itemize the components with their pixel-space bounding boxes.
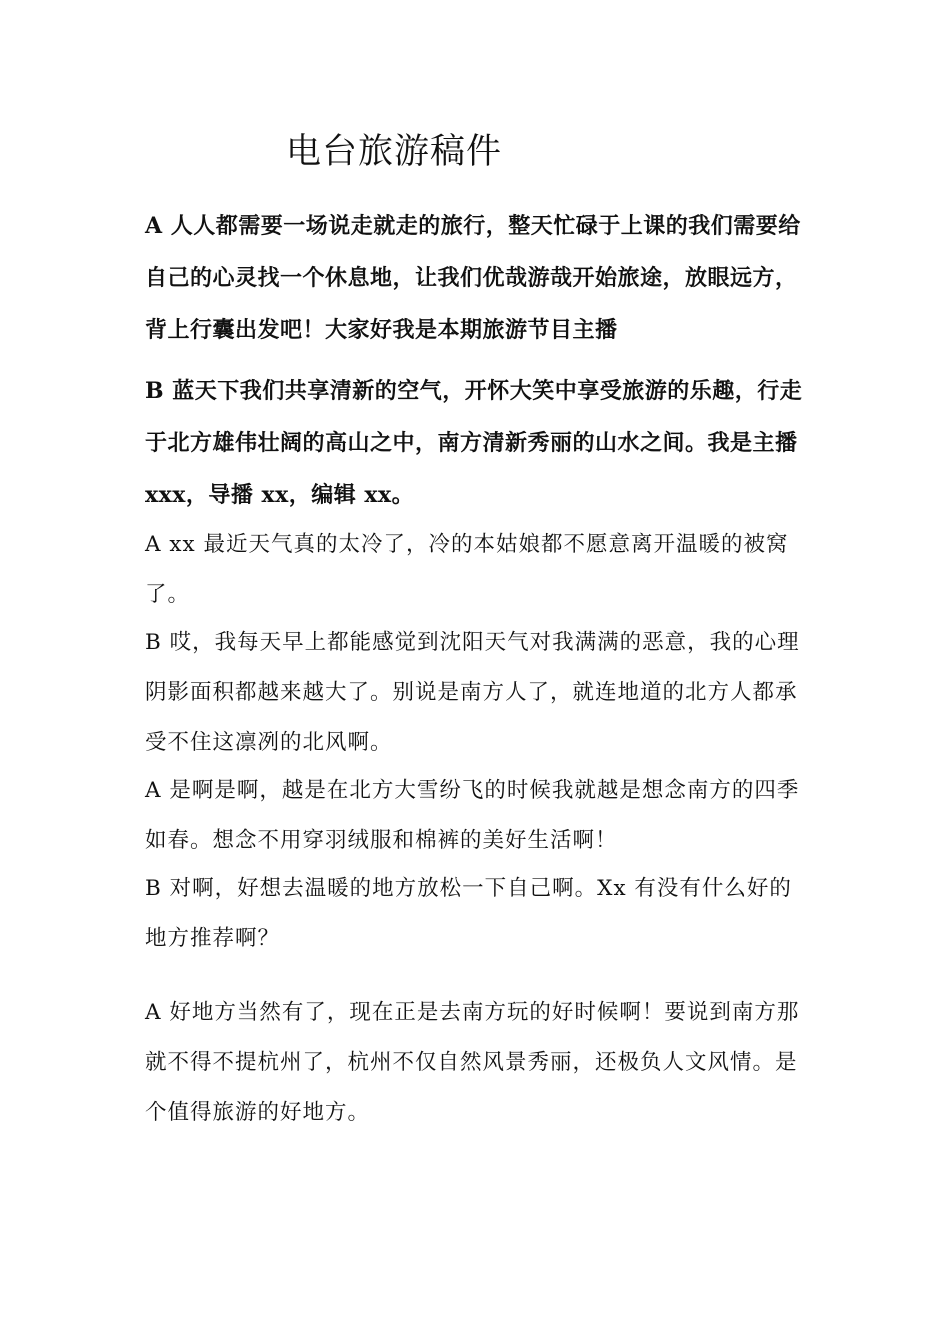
document-title: 电台旅游稿件 [286,132,503,172]
paragraph-dialogue-a-south: A 是啊是啊，越是在北方大雪纷飞的时候我就越是想念南方的四季如春。想念不用穿羽绒服和棉裤的美好生活啊！ [145,778,800,853]
paragraph-dialogue-b-shenyang: B 哎，我每天早上都能感觉到沈阳天气对我满满的恶意，我的心理阴影面积都越来越大了。别说是南方人了，就连地道的北方人都承受不住这凛冽的北风啊。 [145,630,800,755]
paragraph-dialogue-a-hangzhou: A 好地方当然有了，现在正是去南方玩的好时候啊！要说到南方那就不得不提杭州了，杭州不仅自然风景秀丽，还极负人文风情。是个值得旅游的好地方。 [145,1000,800,1125]
paragraph-dialogue-b-recommend: B 对啊，好想去温暖的地方放松一下自己啊。Xx 有没有什么好的地方推荐啊？ [145,876,792,951]
paragraph-dialogue-a-weather: A xx 最近天气真的太冷了，冷的本姑娘都不愿意离开温暖的被窝了。 [145,532,789,607]
paragraph-host-a-intro: A 人人都需要一场说走就走的旅行，整天忙碌于上课的我们需要给自己的心灵找一个休息地，让我们优哉游哉开始旅途，放眼远方，背上行囊出发吧！大家好我是本期旅游节目主播 [145,213,801,343]
paragraph-host-b-intro: B 蓝天下我们共享清新的空气，开怀大笑中享受旅游的乐趣，行走于北方雄伟壮阔的高山之中，南方清新秀丽的山水之间。我是主播 xxx，导播 xx，编辑 xx。 [145,378,803,508]
